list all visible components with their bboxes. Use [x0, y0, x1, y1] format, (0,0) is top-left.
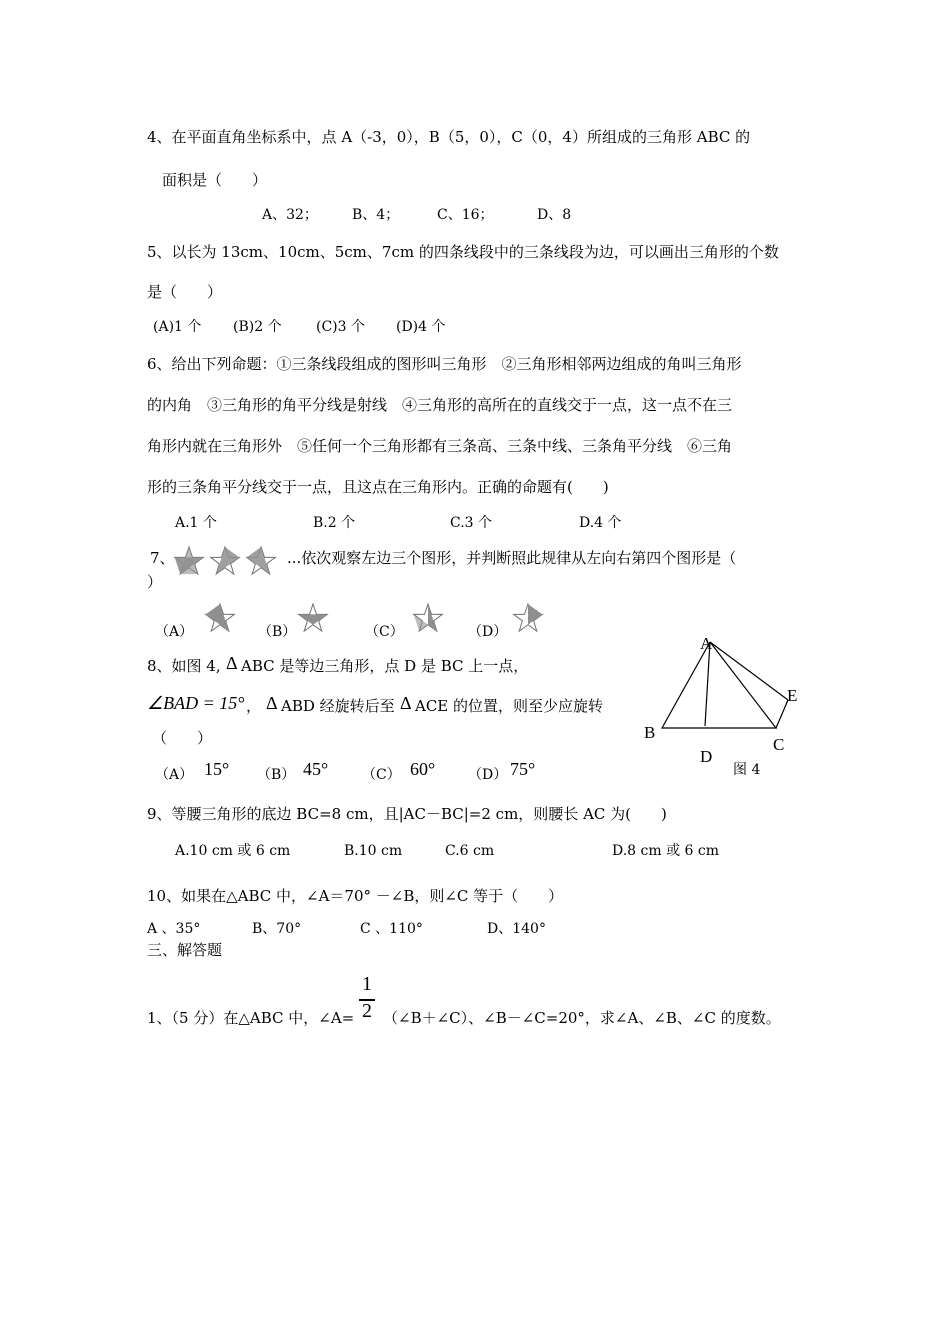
- q7-option-d: （D）: [468, 624, 508, 640]
- q5-option-d: (D)4 个: [396, 319, 446, 335]
- q8-line2-comma: ，: [246, 697, 262, 715]
- q8-option-a-value: 15°: [204, 759, 230, 779]
- figure-4-segment-ad: [705, 642, 710, 726]
- q5-option-b: (B)2 个: [233, 319, 282, 335]
- q7-option-d-star-icon: [510, 602, 546, 636]
- q4-option-a: A、32；: [262, 207, 318, 223]
- q10-option-a: A 、35°: [147, 921, 201, 937]
- figure-4-triangle-abc: [662, 642, 776, 728]
- q10-option-d: D、140°: [487, 921, 546, 937]
- q9-option-c: C.6 cm: [445, 843, 495, 859]
- q9-option-a: A.10 cm 或 6 cm: [175, 843, 291, 859]
- q7-close-paren: ）: [147, 573, 163, 591]
- q7-option-a-star-icon: [202, 602, 238, 636]
- q4-line1: 4、在平面直角坐标系中，点 A（-3，0），B（5，0），C（0，4）所组成的三角形 ABC 的: [147, 128, 751, 146]
- q8-line2-end: ACE 的位置，则至少应旋转: [415, 697, 604, 715]
- q6-line4: 形的三条角平分线交于一点，且这点在三角形内。正确的命题有( ): [147, 478, 609, 496]
- q7-option-c-star-icon: [410, 602, 446, 636]
- q8-delta-symbol-3: Δ: [400, 693, 412, 713]
- q7-option-b: （B）: [258, 624, 297, 640]
- q5-option-a: (A)1 个: [153, 319, 202, 335]
- q6-option-b: B.2 个: [313, 515, 356, 531]
- q9-option-b: B.10 cm: [344, 843, 403, 859]
- q6-line3: 角形内就在三角形外 ⑤任何一个三角形都有三条高、三条中线、三条角平分线 ⑥三角: [147, 437, 733, 455]
- q7-option-a: （A）: [155, 624, 194, 640]
- q8-line1-start: 8、如图 4,: [147, 657, 221, 675]
- q7-star-sequence-figure: [172, 544, 278, 578]
- q8-line3: （ ）: [152, 729, 213, 747]
- q7-star-3: [247, 547, 276, 574]
- q5-line2: 是（ ）: [147, 283, 223, 301]
- q7-option-c: （C）: [365, 624, 404, 640]
- q8-option-c: （C）: [362, 767, 401, 783]
- p1-text-end: （∠B＋∠C）、∠B－∠C=20°，求∠A、∠B、∠C 的度数。: [383, 1009, 781, 1027]
- q8-option-b: （B）: [257, 767, 296, 783]
- q4-option-c: C、16；: [437, 207, 494, 223]
- q4-option-b: B、4；: [352, 207, 400, 223]
- q8-line1-end: ABC 是等边三角形，点 D 是 BC 上一点，: [241, 657, 529, 675]
- q8-angle-expression: ∠BAD = 15°: [147, 693, 245, 713]
- q7-star-1: [175, 547, 204, 574]
- q9-line1: 9、等腰三角形的底边 BC=8 cm，且|AC－BC|=2 cm，则腰长 AC 为( ): [147, 805, 667, 823]
- q9-option-d: D.8 cm 或 6 cm: [612, 843, 720, 859]
- q10-option-b: B、70°: [252, 921, 302, 937]
- q7-number: 7、: [150, 549, 175, 567]
- p1-text-start: 1、（5 分）在△ABC 中，∠A=: [147, 1009, 355, 1027]
- p1-fraction-denominator: 2: [362, 1000, 372, 1022]
- q4-option-d: D、8: [537, 207, 572, 223]
- q6-option-d: D.4 个: [579, 515, 622, 531]
- q8-line2-middle: ABD 经旋转后至: [281, 697, 395, 715]
- q5-line1: 5、以长为 13cm、10cm、5cm、7cm 的四条线段中的三条线段为边，可以画出三角形的个数: [147, 243, 779, 261]
- q5-option-c: (C)3 个: [316, 319, 365, 335]
- figure-4-caption: 图 4: [733, 762, 761, 778]
- q8-delta-symbol-2: Δ: [266, 693, 278, 713]
- q6-option-a: A.1 个: [175, 515, 217, 531]
- q4-line2: 面积是（ ）: [162, 171, 268, 189]
- q7-text: ...依次观察左边三个图形，并判断照此规律从左向右第四个图形是（: [287, 549, 737, 567]
- q8-option-a: （A）: [155, 767, 194, 783]
- q8-option-d: （D）: [468, 767, 508, 783]
- figure-4-label-b: B: [644, 723, 656, 742]
- q7-star-2: [211, 547, 240, 574]
- q10-line1: 10、如果在△ABC 中，∠A＝70° －∠B，则∠C 等于（ ）: [147, 887, 564, 905]
- figure-4-label-c: C: [773, 735, 785, 754]
- q8-delta-symbol-1: Δ: [226, 653, 238, 673]
- q8-option-c-value: 60°: [410, 759, 436, 779]
- section-3-title: 三、解答题: [147, 941, 223, 959]
- figure-4-segment-ae: [710, 642, 788, 700]
- q10-option-c: C 、110°: [360, 921, 423, 937]
- q6-option-c: C.3 个: [450, 515, 493, 531]
- figure-4-label-a: A: [700, 634, 713, 653]
- figure-4-label-d: D: [700, 747, 713, 766]
- q8-option-b-value: 45°: [303, 759, 329, 779]
- figure-4-label-e: E: [787, 686, 798, 705]
- figure-4-triangle-diagram: [640, 630, 820, 790]
- q6-line2: 的内角 ③三角形的角平分线是射线 ④三角形的高所在的直线交于一点，这一点不在三: [147, 396, 733, 414]
- q6-line1: 6、给出下列命题：①三条线段组成的图形叫三角形 ②三角形相邻两边组成的角叫三角形: [147, 355, 742, 373]
- q7-option-b-star-icon: [295, 602, 331, 636]
- q8-option-d-value: 75°: [510, 759, 536, 779]
- p1-fraction-numerator: 1: [362, 973, 372, 995]
